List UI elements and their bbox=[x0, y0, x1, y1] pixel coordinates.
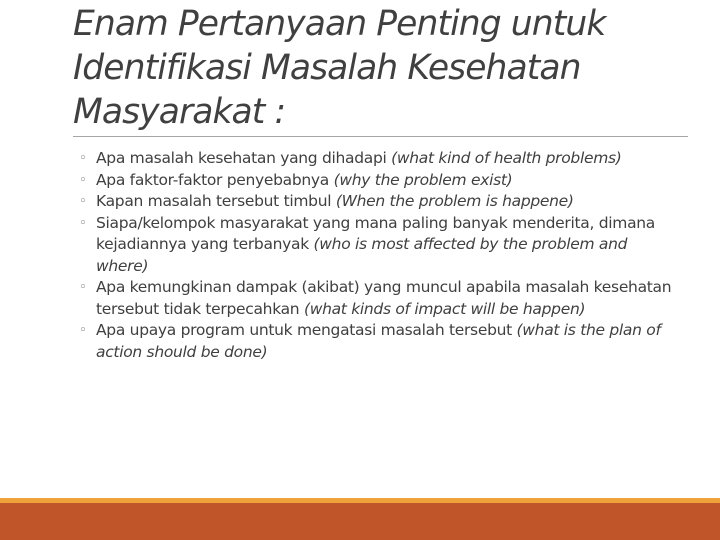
bullet-text: Apa upaya program untuk mengatasi masalah tersebut bbox=[96, 321, 517, 339]
bullet-item bbox=[79, 191, 679, 213]
bullet-translation: (what kinds of impact will be happen) bbox=[303, 299, 586, 318]
title-divider bbox=[73, 136, 688, 137]
bullet-item bbox=[79, 277, 679, 320]
bullet-item bbox=[79, 148, 679, 170]
bullet-translation: (what kind of health problems) bbox=[391, 149, 622, 167]
bullet-circle-icon: ◦ bbox=[79, 172, 87, 188]
bullet-text: Kapan masalah tersebut timbul bbox=[96, 192, 336, 210]
bullet-translation: (what is the plan of action should be done) bbox=[96, 321, 661, 361]
bullet-translation: (who is most affected by the problem and where) bbox=[96, 235, 628, 275]
bullet-translation: (When the problem is happene) bbox=[335, 192, 574, 210]
bullet-item bbox=[79, 213, 679, 278]
bullet-text: Siapa/kelompok masyarakat yang mana paling banyak menderita, dimana kejadiannya yang terbanyak bbox=[96, 213, 655, 253]
bullet-circle-icon: ◦ bbox=[79, 323, 87, 338]
title-line-2: Identifikasi Masalah Kesehatan bbox=[73, 48, 581, 88]
bullet-circle-icon: ◦ bbox=[79, 280, 87, 295]
bullet-text: Apa kemungkinan dampak (akibat) yang muncul apabila masalah kesehatan tersebut tidak terpecahkan bbox=[96, 278, 672, 318]
bullet-translation: (why the problem exist) bbox=[333, 170, 513, 189]
bullet-text: Apa faktor-faktor penyebabnya bbox=[96, 170, 334, 189]
bullet-item bbox=[79, 170, 679, 192]
bullet-circle-icon: ◦ bbox=[79, 194, 87, 209]
bullet-circle-icon: ◦ bbox=[79, 215, 87, 231]
bullet-text: Apa masalah kesehatan yang dihadapi bbox=[96, 149, 392, 167]
footer-bar bbox=[0, 503, 720, 540]
title-line-3: Masyarakat : bbox=[73, 92, 286, 132]
slide-title bbox=[73, 2, 673, 134]
title-line-1: Enam Pertanyaan Penting untuk bbox=[73, 4, 606, 44]
bullet-circle-icon: ◦ bbox=[79, 151, 87, 166]
bullet-list bbox=[79, 148, 679, 363]
bullet-item bbox=[79, 320, 679, 363]
